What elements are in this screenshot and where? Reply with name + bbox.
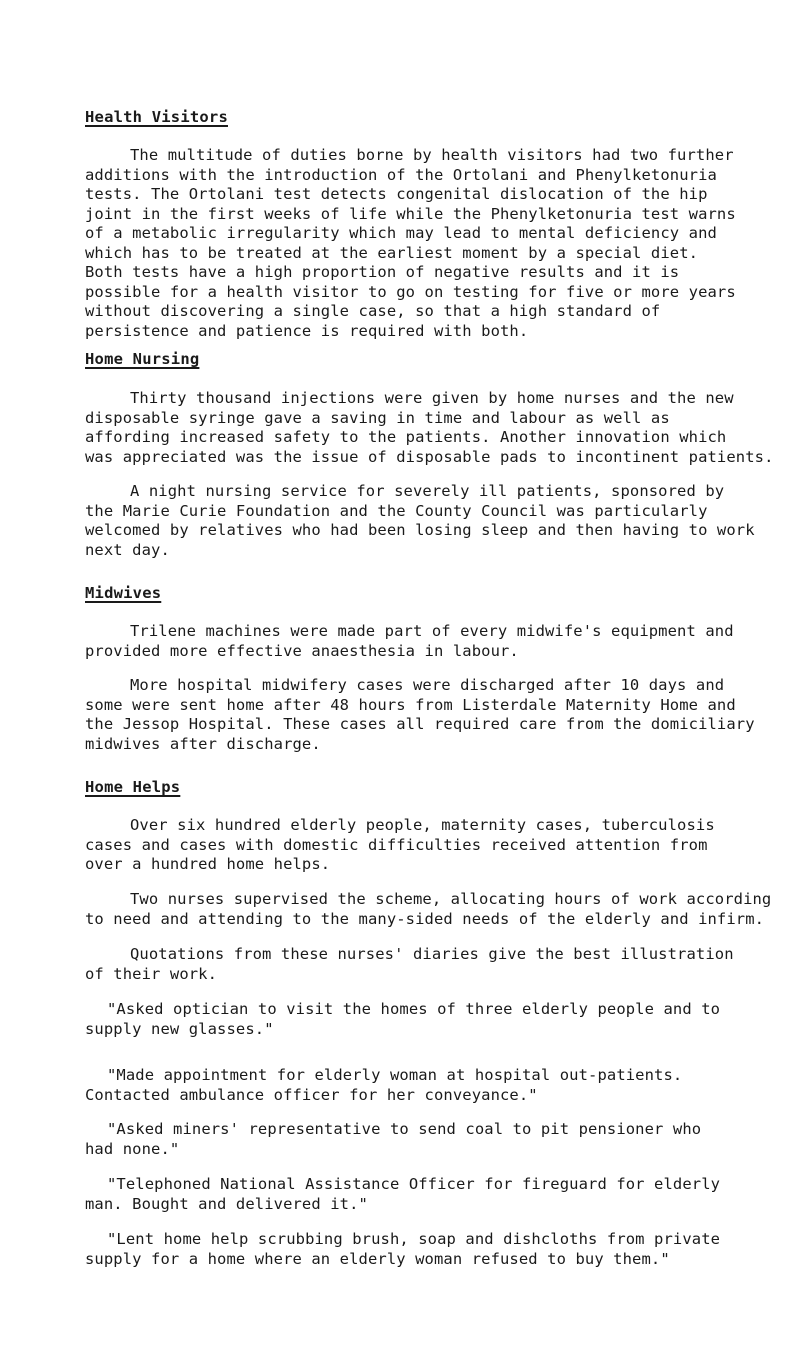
quotation-fireguard: "Telephoned National Assistance Officer for fireguard for elderly man. Bought and delivered it.": [85, 1175, 721, 1213]
heading-home-nursing: Home Nursing: [85, 350, 200, 368]
heading-midwives: Midwives: [85, 584, 162, 602]
heading-home-helps: Home Helps: [85, 778, 181, 796]
paragraph-health-visitors-1: The multitude of duties borne by health visitors had two further additions with the introduction of the Ortolani and Phenylketonuria tests. The Ortolani test detects congenital dislocation of the hip joint in the first weeks of life while the Phenylketonuria test warns of a metabolic irregularity which may lead to mental deficiency and which has to be treated at the earliest moment by a special diet. Both tests have a high proportion of negative results and it is possible for a health visitor to go on testing for five or more years without discovering a single case, so that a high standard of persistence and patience is required with both.: [85, 146, 736, 340]
paragraph-midwives-2: More hospital midwifery cases were discharged after 10 days and some were sent home after 48 hours from Listerdale Maternity Home and the Jessop Hospital. These cases all required care from the domiciliary midwives after discharge.: [85, 676, 755, 753]
quotation-scrubbing-brush: "Lent home help scrubbing brush, soap and dishcloths from private supply for a home where an elderly woman refused to buy them.": [85, 1230, 721, 1268]
quotation-appointment: "Made appointment for elderly woman at hospital out-patients. Contacted ambulance officer for her conveyance.": [85, 1066, 683, 1104]
quotation-optician: "Asked optician to visit the homes of three elderly people and to supply new glasses.": [85, 1000, 721, 1038]
paragraph-home-nursing-1: Thirty thousand injections were given by home nurses and the new disposable syringe gave a saving in time and labour as well as affording increased safety to the patients. Another innovation which was appreciated was the issue of disposable pads to incontinent patients.: [85, 389, 774, 466]
paragraph-home-nursing-2: A night nursing service for severely ill patients, sponsored by the Marie Curie Foundation and the County Council was particularly welcomed by relatives who had been losing sleep and then having to work next day.: [85, 482, 755, 559]
heading-health-visitors: Health Visitors: [85, 108, 228, 126]
paragraph-home-helps-3: Quotations from these nurses' diaries give the best illustration of their work.: [85, 945, 734, 983]
paragraph-home-helps-1: Over six hundred elderly people, maternity cases, tuberculosis cases and cases with domestic difficulties received attention from over a hundred home helps.: [85, 816, 715, 873]
paragraph-midwives-1: Trilene machines were made part of every midwife's equipment and provided more effective anaesthesia in labour.: [85, 622, 734, 660]
paragraph-home-helps-2: Two nurses supervised the scheme, allocating hours of work according to need and attending to the many-sided needs of the elderly and infirm.: [85, 890, 772, 928]
quotation-coal: "Asked miners' representative to send coal to pit pensioner who had none.": [85, 1120, 702, 1158]
